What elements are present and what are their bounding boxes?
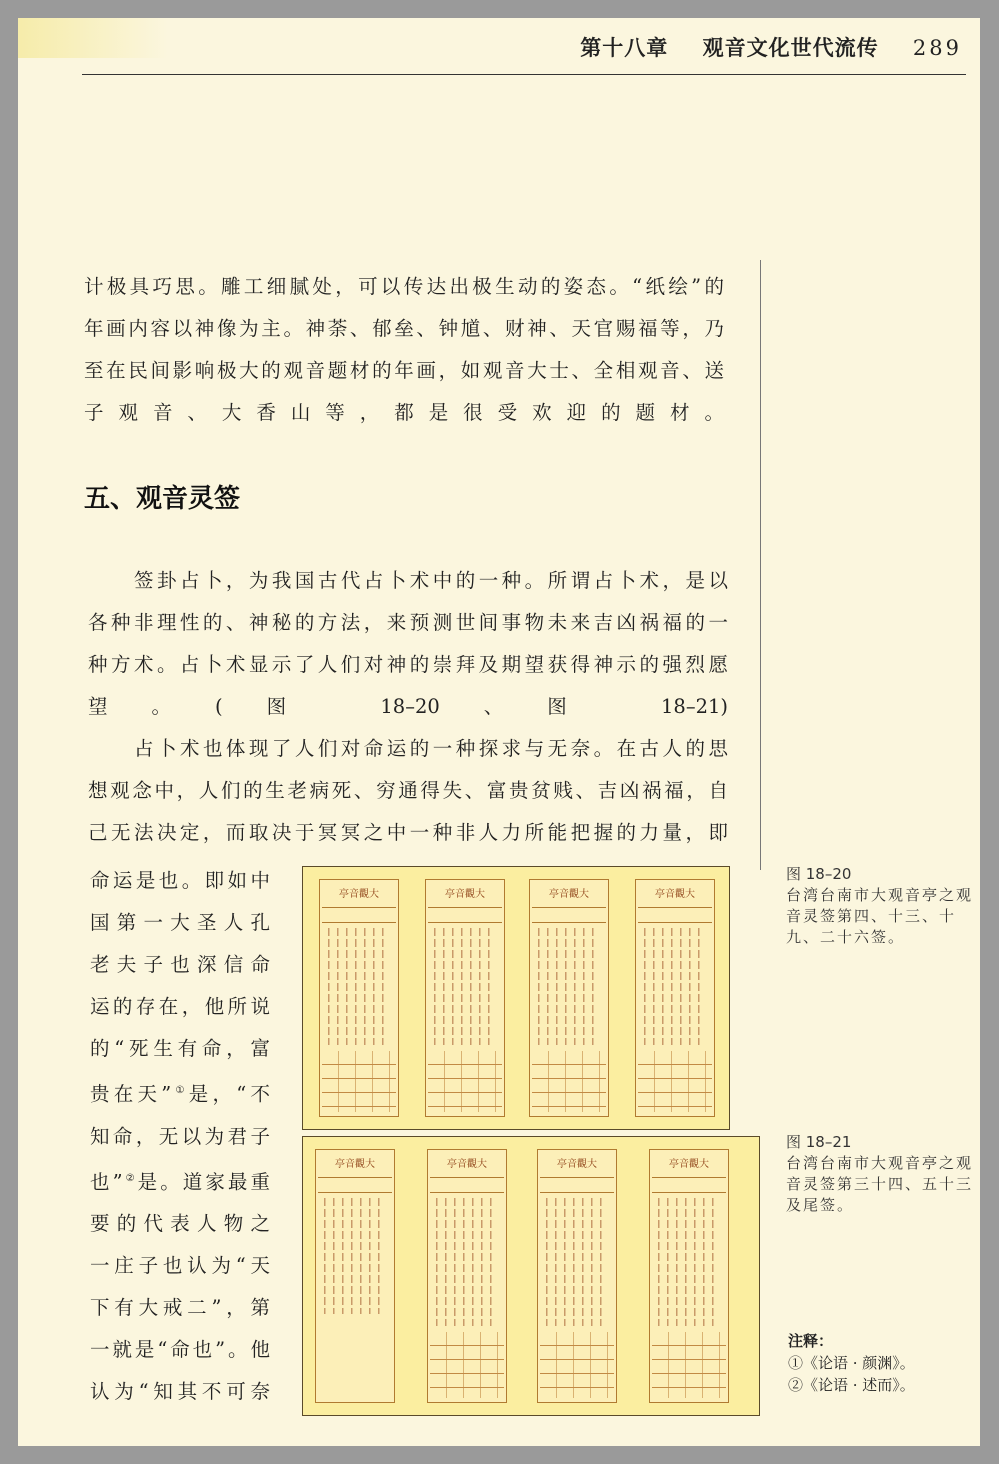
- text-line: 签卦占卜，为我国古代占卜术中的一种。所谓占卜术，是以: [134, 569, 728, 592]
- text-line: 一庄子也认为“天: [90, 1254, 270, 1277]
- footnote-ref-2[interactable]: ②: [122, 1172, 138, 1184]
- figure-caption-text: 台湾台南市大观音亭之观音灵签第三十四、五十三及尾签。: [786, 1154, 974, 1214]
- footnotes: [788, 1330, 915, 1396]
- slip-header: 亭音觀大: [652, 1153, 726, 1178]
- margin-rule: [760, 260, 761, 870]
- text-line: 老夫子也深信命: [90, 953, 270, 976]
- slip-header: 亭音觀大: [430, 1153, 504, 1178]
- page-number: 289: [912, 36, 962, 60]
- oracle-slip: [425, 879, 505, 1117]
- text-line: 年画内容以神像为主。神荼、郁垒、钟馗、财神、天官赐福等，乃: [84, 317, 724, 340]
- text-line: 认为“知其不可奈: [90, 1380, 270, 1403]
- slip-header: 亭音觀大: [322, 883, 396, 908]
- text-line: 一就是“命也”。他: [90, 1338, 270, 1361]
- header-rule: [82, 74, 966, 75]
- oracle-slip: [529, 879, 609, 1117]
- chapter-title: 观音文化世代流传: [702, 35, 879, 60]
- figure-18-21-caption: [786, 1132, 978, 1216]
- slip-header: 亭音觀大: [532, 883, 606, 908]
- text-line: 望。(图 18–20、图 18–21): [88, 695, 728, 718]
- figure-18-20-image: [302, 866, 730, 1130]
- text-line: 己无法决定，而取决于冥冥之中一种非人力所能把握的力量，即: [88, 821, 728, 844]
- oracle-slip: [635, 879, 715, 1117]
- chapter-label: 第十八章: [580, 35, 669, 60]
- figure-number: 图 18–21: [786, 1133, 852, 1151]
- text-line: 种方术。占卜术显示了人们对神的崇拜及期望获得神示的强烈愿: [88, 653, 728, 676]
- text-line: 想观念中，人们的生老病死、穷通得失、富贵贫贱、吉凶祸福，自: [88, 779, 728, 802]
- figure-caption-text: 台湾台南市大观音亭之观音灵签第四、十三、十九、二十六签。: [786, 886, 974, 946]
- footnote-1: ①《论语 · 颜渊》。: [788, 1354, 915, 1372]
- section-title: 五、观音灵签: [84, 484, 241, 514]
- slip-header: 亭音觀大: [540, 1153, 614, 1178]
- text-line-with-note: [90, 1158, 270, 1204]
- paragraph-1: [88, 560, 728, 728]
- corner-tint: [18, 18, 168, 58]
- text-line: 计极具巧思。雕工细腻处，可以传达出极生动的姿态。“纸绘”的: [84, 275, 724, 298]
- oracle-slip: [319, 879, 399, 1117]
- text-line: 至在民间影响极大的观音题材的年画，如观音大士、全相观音、送: [84, 359, 724, 382]
- text-line: 子观音、大香山等，都是很受欢迎的题材。: [84, 401, 724, 424]
- text-line: 命运是也。即如中: [90, 869, 270, 892]
- slip-header: 亭音觀大: [428, 883, 502, 908]
- text-line: 各种非理性的、神秘的方法，来预测世间事物未来吉凶祸福的一: [88, 611, 728, 634]
- oracle-slip: [315, 1149, 395, 1403]
- text-line: 要的代表人物之: [90, 1212, 270, 1235]
- text-line: 下有大戒二”，第: [90, 1296, 270, 1319]
- text-line: 国第一大圣人孔: [90, 911, 270, 934]
- figure-18-21-image: [302, 1136, 760, 1416]
- narrow-column: [90, 860, 270, 1413]
- text-fragment: 是，“不: [188, 1082, 270, 1106]
- page: [18, 18, 980, 1446]
- text-line: 运的存在，他所说: [90, 995, 270, 1018]
- footnote-ref-1[interactable]: ①: [171, 1085, 189, 1096]
- notes-title: 注释：: [788, 1332, 834, 1350]
- oracle-slip: [649, 1149, 729, 1403]
- footnote-2: ②《论语 · 述而》。: [788, 1376, 915, 1394]
- text-fragment: 也”: [90, 1170, 123, 1193]
- slip-header: 亭音觀大: [638, 883, 712, 908]
- text-line: 占卜术也体现了人们对命运的一种探求与无奈。在古人的思: [134, 737, 728, 760]
- figure-number: 图 18–20: [786, 865, 852, 883]
- text-line-with-note: [90, 1070, 270, 1116]
- figure-18-20-caption: [786, 864, 976, 948]
- text-line: 的“死生有命，富: [90, 1037, 270, 1060]
- running-header: [580, 32, 962, 62]
- oracle-slip: [537, 1149, 617, 1403]
- paragraph-2: [88, 728, 728, 854]
- slip-header: 亭音觀大: [318, 1153, 392, 1178]
- intro-paragraph: [84, 266, 724, 434]
- text-fragment: 是。道家最重: [137, 1170, 270, 1193]
- text-line: 知命，无以为君子: [90, 1124, 270, 1148]
- text-fragment: 贵在天”: [90, 1082, 172, 1106]
- oracle-slip: [427, 1149, 507, 1403]
